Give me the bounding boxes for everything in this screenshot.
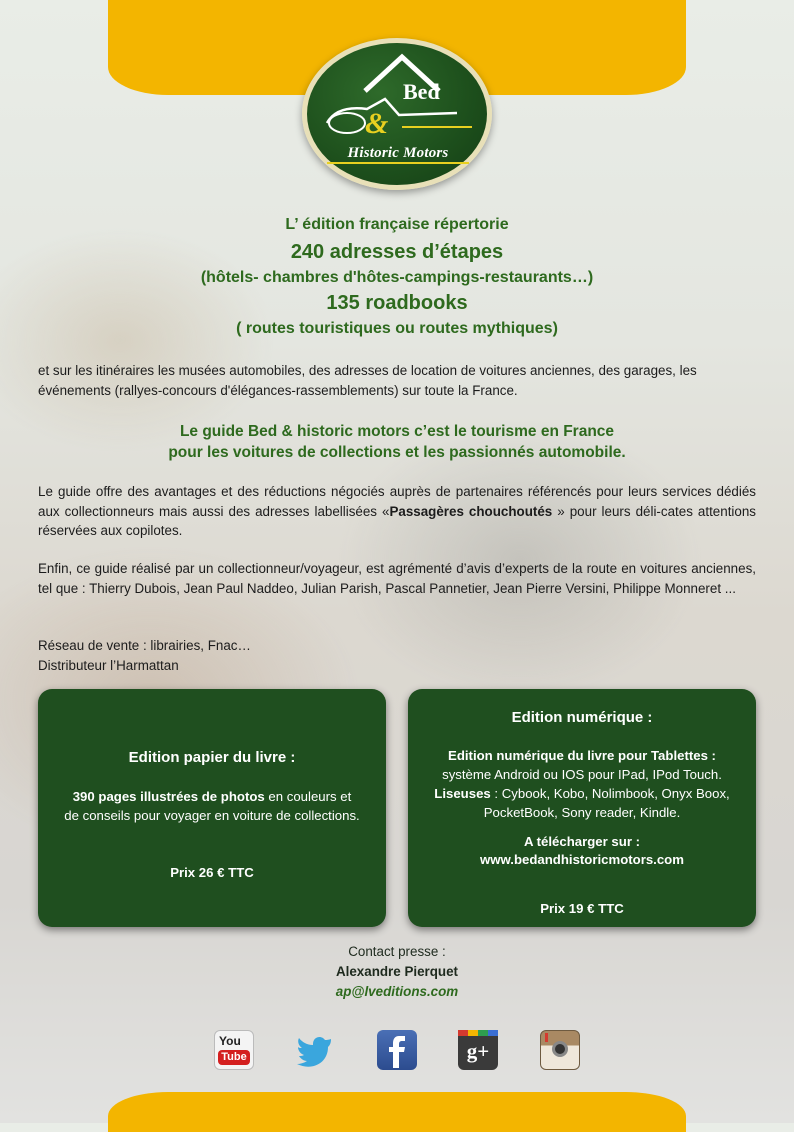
press-contact-email[interactable]: ap@lveditions.com: [335, 984, 459, 999]
press-contact-name: Alexandre Pierquet: [335, 964, 459, 979]
digital-edition-readers-label: Liseuses: [434, 786, 491, 801]
logo-graphic: [307, 43, 487, 185]
slogan-line-2: pour les voitures de collections et les passionnés automobile.: [168, 444, 626, 461]
logo-word-bed: Bed: [403, 79, 440, 104]
sales-network: [38, 636, 756, 675]
intro-line-5: ( routes touristiques ou routes mythiques): [236, 320, 558, 337]
sales-network-line-2: Distributeur l’Harmattan: [38, 657, 179, 673]
digital-edition-download-label: A télécharger sur :: [523, 834, 641, 849]
digital-edition-tablets: Edition numérique du livre pour Tablettes :: [448, 748, 716, 763]
slogan-line-1: Le guide Bed & historic motors c’est le tourisme en France: [179, 423, 615, 440]
twitter-bird-graphic: [295, 1030, 335, 1070]
advantages-text-2: » pour leurs déli-cates attentions réservées aux copilotes.: [38, 503, 756, 538]
logo-ampersand: &: [365, 107, 389, 140]
bottom-yellow-band: [108, 1092, 686, 1132]
instagram-lens: [552, 1041, 568, 1057]
digital-edition-title: Edition numérique :: [511, 709, 653, 726]
digital-edition-url-link[interactable]: www.bedandhistoricmotors.com: [480, 852, 684, 867]
social-icons: [0, 1030, 794, 1074]
paper-edition-title: Edition papier du livre :: [128, 749, 296, 766]
digital-edition-description: [422, 746, 742, 822]
google-plus-color-bar: [458, 1030, 498, 1036]
paper-edition-pages: 390 pages illustrées de photos: [72, 789, 265, 804]
logo-word-historic-motors: Historic Motors: [347, 145, 449, 161]
advantages-paragraph: [38, 482, 756, 541]
digital-edition-price: Prix 19 € TTC: [540, 901, 624, 916]
bed-historic-motors-logo: [302, 38, 492, 190]
paper-edition-desc-rest: en couleurs et de conseils pour voyager en voiture de collections.: [64, 789, 360, 823]
itineraries-paragraph: et sur les itinéraires les musées automobiles, des adresses de location de voitures anciennes, des garages, les événements (rallyes-concours d'élégances-rassemblements) sur toute la France.: [38, 363, 697, 398]
press-contact: [0, 942, 794, 1002]
press-contact-label: Contact presse :: [348, 944, 446, 959]
intro-line-1: L’ édition française répertorie: [285, 216, 509, 233]
advantages-text-1: Le guide offre des avantages et des réductions négociés auprès de partenaires référencés pour leurs services dédiés aux collectionneurs mais aussi des adresses labellisées «: [38, 484, 756, 519]
slogan: [0, 421, 794, 463]
youtube-you-text: You: [219, 1034, 241, 1048]
paper-edition-description: [64, 787, 360, 825]
paper-edition-box: [38, 689, 386, 927]
instagram-icon[interactable]: [540, 1030, 580, 1070]
google-plus-icon[interactable]: [458, 1030, 498, 1070]
advantages-highlight: Passagères chouchoutés: [389, 503, 553, 519]
experts-paragraph: Enfin, ce guide réalisé par un collectionneur/voyageur, est agrémenté d’avis d’experts de la route en voitures anciennes, tel que : Thierry Dubois, Jean Paul Naddeo, Julian Parish, Pascal Pannetier, Jean Pierre Versini, Philippe Monneret ...: [38, 561, 756, 596]
instagram-stripe: [545, 1033, 548, 1042]
twitter-icon[interactable]: [295, 1030, 335, 1070]
youtube-icon[interactable]: [214, 1030, 254, 1070]
digital-edition-box: [408, 689, 756, 927]
sales-network-line-1: Réseau de vente : librairies, Fnac…: [38, 638, 251, 653]
intro-line-2: 240 adresses d’étapes: [290, 241, 504, 263]
youtube-tube-text: Tube: [218, 1050, 250, 1065]
intro-line-3: (hôtels- chambres d'hôtes-campings-restaurants…): [200, 269, 594, 286]
intro-line-4: 135 roadbooks: [326, 292, 468, 314]
facebook-icon[interactable]: [377, 1030, 417, 1070]
google-plus-text: g+: [466, 1039, 490, 1063]
facebook-f-graphic: [377, 1030, 417, 1070]
paper-edition-price: Prix 26 € TTC: [170, 865, 254, 880]
digital-edition-readers: : Cybook, Kobo, Nolimbook, Onyx Boox, PocketBook, Sony reader, Kindle.: [483, 786, 730, 820]
digital-edition-systems: système Android ou IOS pour IPad, IPod Touch.: [442, 767, 722, 782]
